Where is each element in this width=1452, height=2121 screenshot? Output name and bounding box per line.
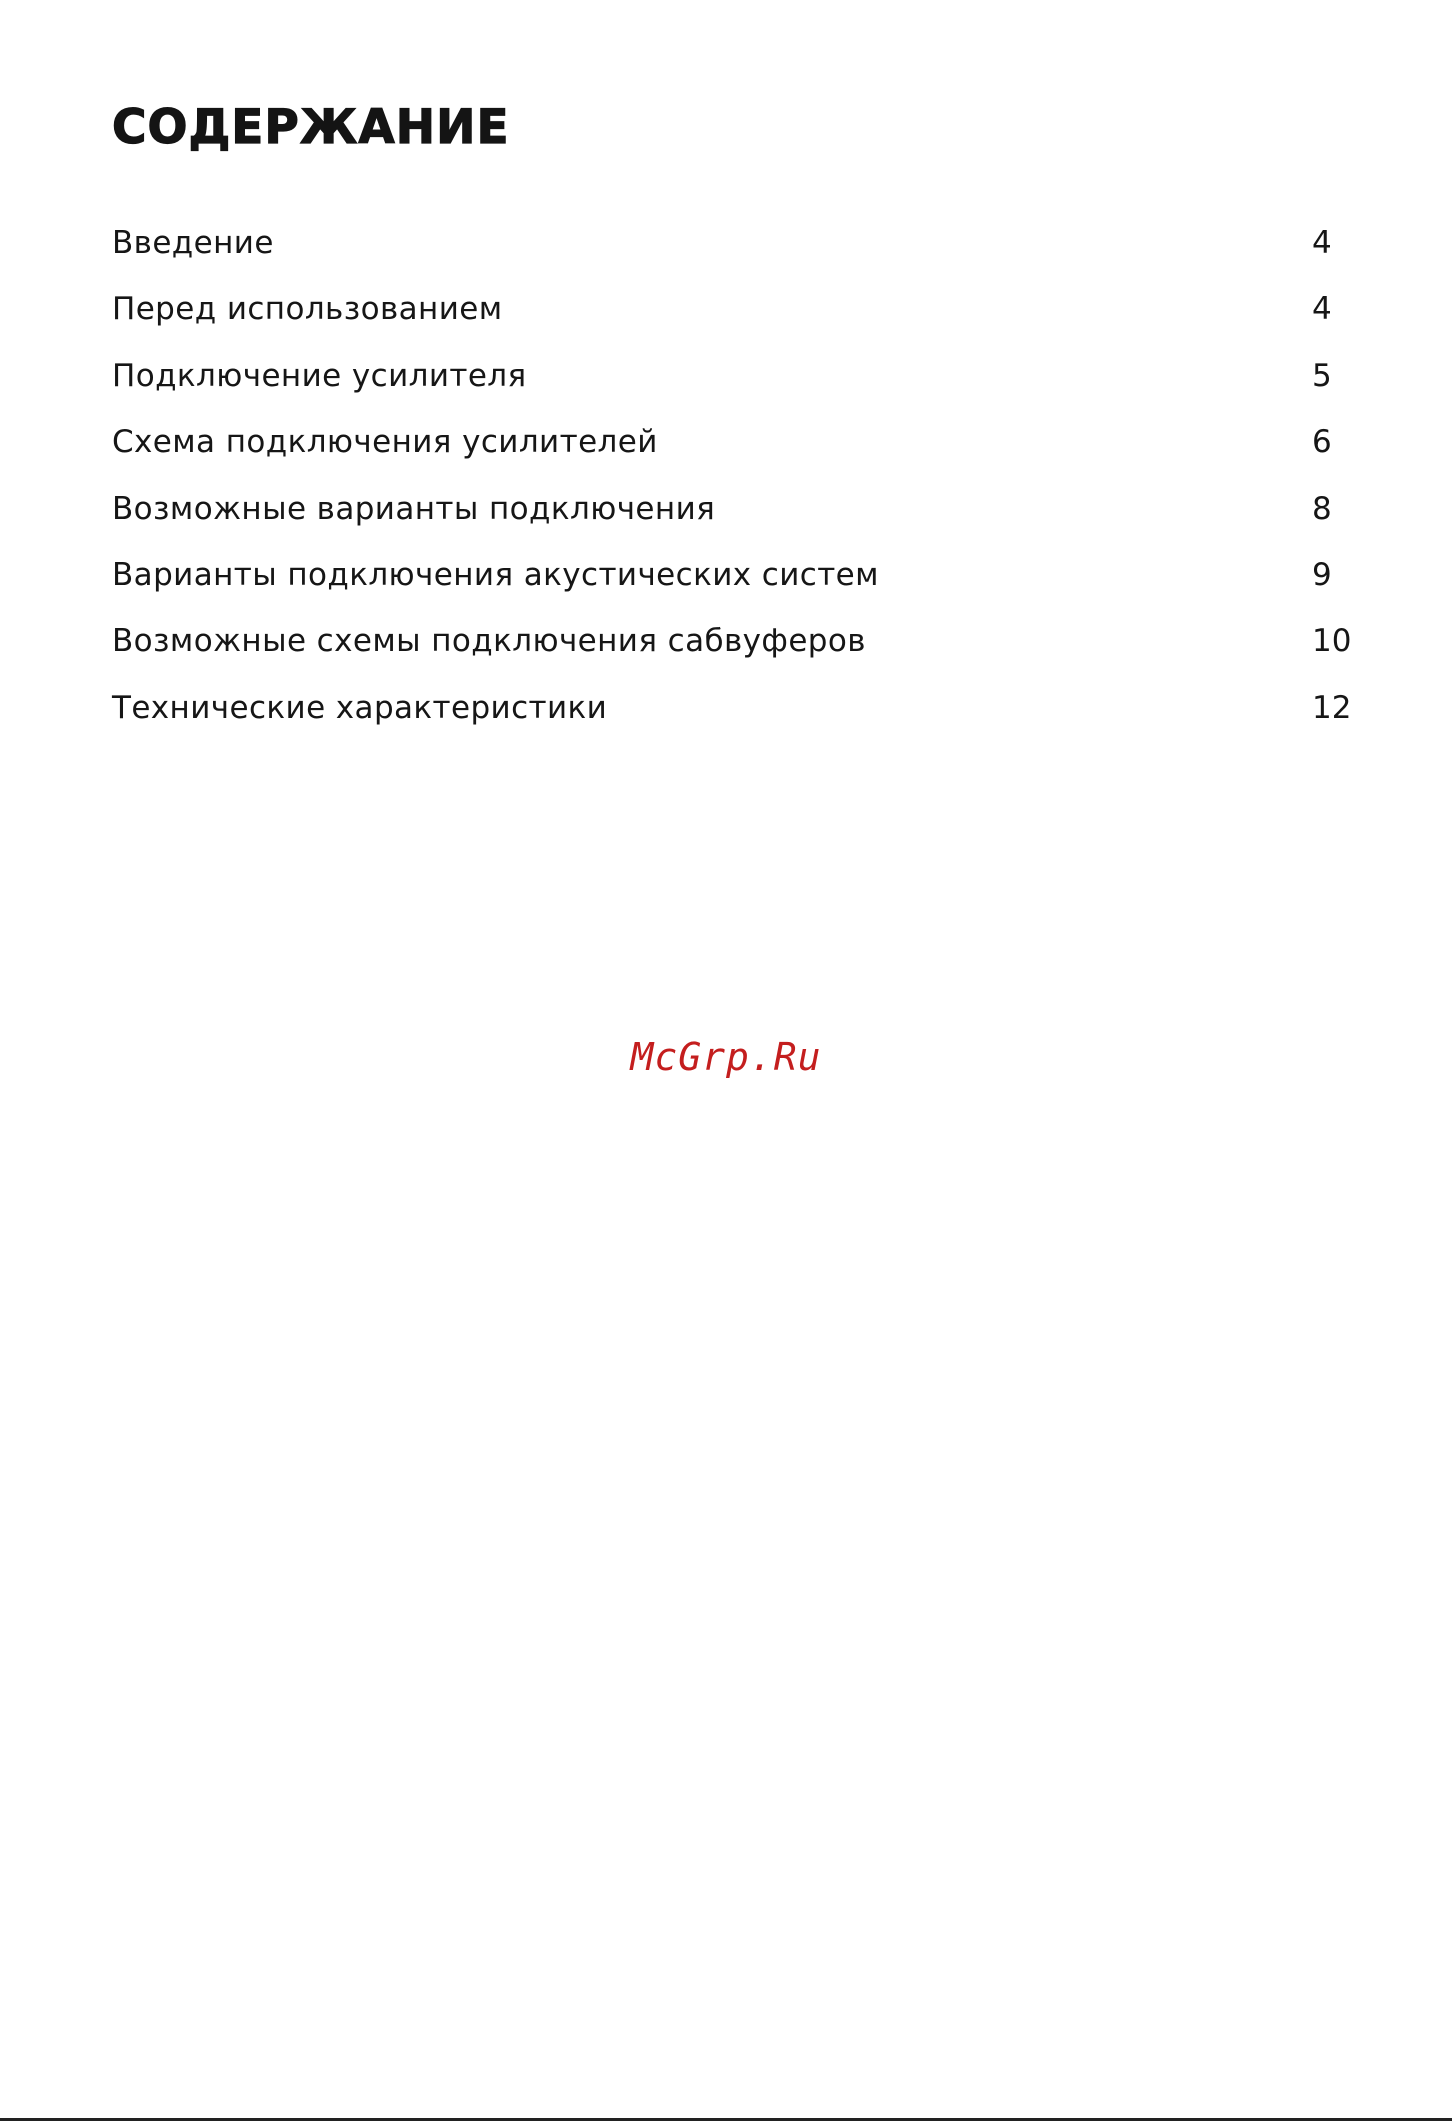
toc-entry-page-number: 5 xyxy=(1312,357,1332,394)
toc-entry[interactable] xyxy=(112,286,1344,352)
toc-entry-page-number: 4 xyxy=(1312,291,1332,328)
toc-entry[interactable] xyxy=(112,220,1344,286)
toc-entry-title: Подключение усилителя xyxy=(112,357,527,394)
toc-entry-page-number: 9 xyxy=(1312,556,1332,593)
toc-entry[interactable] xyxy=(112,618,1352,684)
toc-entry-title: Схема подключения усилителей xyxy=(112,424,658,461)
toc-entry-title: Варианты подключения акустических систем xyxy=(112,556,879,593)
toc-entry-title: Введение xyxy=(112,225,274,261)
toc-entry-page-number: 10 xyxy=(1312,623,1352,660)
toc-entry-title: Возможные варианты подключения xyxy=(112,490,716,527)
toc-entry-page-number: 8 xyxy=(1312,490,1332,527)
toc-entry-title: Возможные схемы подключения сабвуферов xyxy=(112,623,866,660)
toc-entry-title: Перед использованием xyxy=(112,291,503,328)
toc-entry-page-number: 4 xyxy=(1312,225,1332,261)
toc-entry-page-number: 12 xyxy=(1312,689,1352,726)
toc-entry[interactable] xyxy=(112,685,1352,751)
watermark-text: McGrp.Ru xyxy=(630,1035,822,1079)
page-title: СОДЕРЖАНИЕ xyxy=(112,100,510,155)
toc-entry[interactable] xyxy=(112,419,1344,485)
toc-entry-page-number: 6 xyxy=(1312,424,1332,461)
table-of-contents xyxy=(112,220,1352,751)
toc-entry[interactable] xyxy=(112,353,1344,419)
toc-entry-title: Технические характеристики xyxy=(112,689,608,726)
toc-entry[interactable] xyxy=(112,552,1344,618)
toc-entry[interactable] xyxy=(112,486,1344,552)
